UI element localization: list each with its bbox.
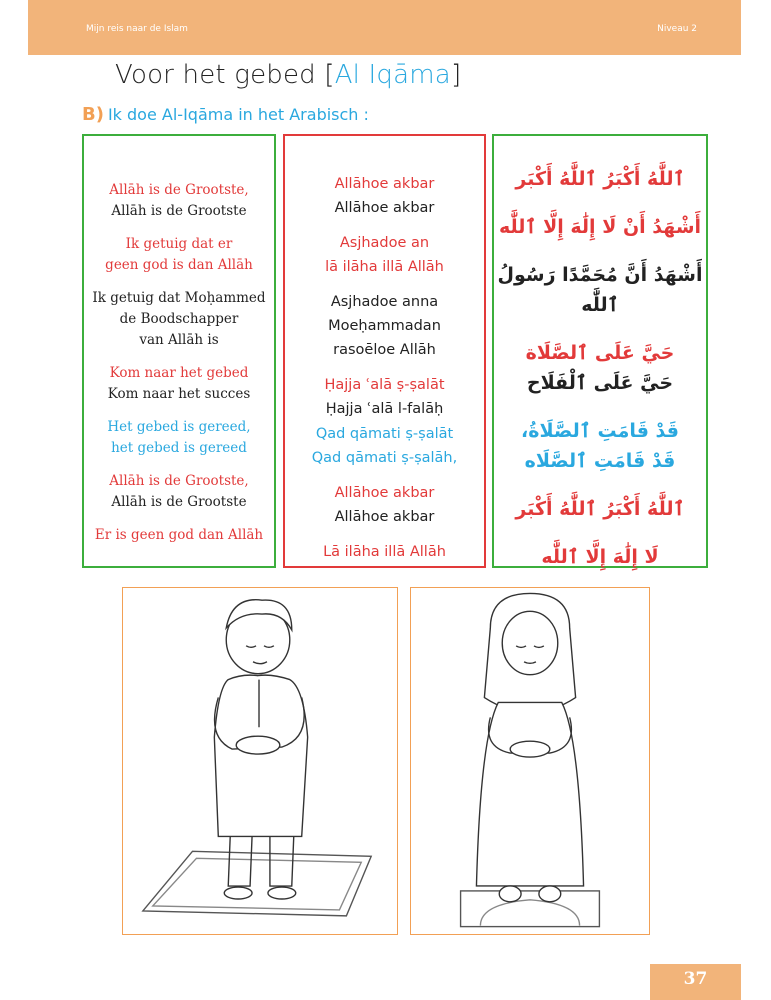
dutch-line: geen god is dan Allāh bbox=[105, 257, 253, 273]
dutch-line: het gebed is gereed bbox=[111, 440, 247, 456]
translit-group bbox=[285, 422, 484, 470]
arabic-group bbox=[494, 338, 706, 398]
title-highlight: Al Iqāma bbox=[334, 60, 451, 90]
translit-line: Asjhadoe anna bbox=[330, 294, 439, 310]
title-main: Voor het gebed [ bbox=[115, 60, 335, 90]
dutch-line: Kom naar het gebed bbox=[109, 365, 249, 381]
girl-drawing bbox=[411, 588, 649, 934]
dutch-group bbox=[84, 288, 274, 351]
dutch-line: Allāh is de Grootste bbox=[111, 203, 247, 219]
section-subtitle bbox=[82, 104, 369, 125]
translit-line: Allāhoe akbar bbox=[334, 485, 435, 501]
translit-line: Allāhoe akbar bbox=[334, 509, 435, 525]
dutch-group bbox=[84, 525, 274, 546]
arabic-line: أَشْهَدُ أَنْ لَا إِلَٰهَ إِلَّا ٱللَّٰه bbox=[498, 216, 702, 238]
dutch-box bbox=[82, 134, 276, 568]
translit-group bbox=[285, 231, 484, 279]
dutch-line: de Boodschapper bbox=[119, 311, 239, 327]
arabic-column bbox=[494, 164, 706, 590]
translit-line: Allāhoe akbar bbox=[334, 200, 435, 216]
boy-drawing bbox=[123, 588, 397, 934]
arabic-group bbox=[494, 212, 706, 242]
translit-group bbox=[285, 373, 484, 421]
translit-group bbox=[285, 481, 484, 529]
dutch-line: van Allāh is bbox=[139, 332, 219, 348]
section-letter: B) bbox=[82, 104, 104, 125]
transliteration-box bbox=[283, 134, 486, 568]
title-end: ] bbox=[450, 60, 462, 90]
translit-line: Allāhoe akbar bbox=[334, 176, 435, 192]
translit-group bbox=[285, 540, 484, 564]
translit-line: Qad qāmati ṣ-ṣalāt bbox=[315, 426, 454, 442]
arabic-group bbox=[494, 260, 706, 320]
translit-group bbox=[285, 172, 484, 220]
girl-praying-illustration bbox=[410, 587, 650, 935]
arabic-line: حَيَّ عَلَى ٱلْفَلَاح bbox=[526, 372, 674, 394]
page-header bbox=[28, 0, 741, 55]
arabic-group bbox=[494, 416, 706, 476]
arabic-line: ٱللَّٰهُ أَكْبَرُ ٱللَّٰهُ أَكْبَر bbox=[515, 498, 685, 520]
dutch-line: Er is geen god dan Allāh bbox=[94, 527, 264, 543]
dutch-group bbox=[84, 180, 274, 222]
arabic-line: أَشْهَدُ أَنَّ مُحَمَّدًا رَسُولُ ٱللَّٰه bbox=[497, 264, 703, 316]
level-label: Niveau 2 bbox=[657, 24, 697, 34]
translit-line: rasoēloe Allāh bbox=[333, 342, 436, 358]
translit-group bbox=[285, 290, 484, 362]
arabic-group bbox=[494, 164, 706, 194]
dutch-line: Ik getuig dat Moḥammed bbox=[92, 290, 266, 306]
dutch-line: Allāh is de Grootste bbox=[111, 494, 247, 510]
dutch-line: Ik getuig dat er bbox=[125, 236, 233, 252]
arabic-group bbox=[494, 494, 706, 524]
dutch-column bbox=[84, 180, 274, 558]
translit-line: Ḥajja ʿalā l-falāḥ bbox=[325, 401, 444, 417]
arabic-line: قَدْ قَامَتِ ٱلصَّلَاه bbox=[524, 450, 676, 472]
translit-line: lā ilāha illā Allāh bbox=[325, 259, 444, 275]
book-title: Mijn reis naar de Islam bbox=[86, 24, 188, 34]
arabic-line: لَا إِلَٰهَ إِلَّا ٱللَّٰه bbox=[541, 546, 659, 568]
arabic-line: حَيَّ عَلَى ٱلصَّلَاة bbox=[525, 342, 675, 364]
transliteration-column bbox=[285, 172, 484, 575]
page-title bbox=[115, 60, 461, 90]
dutch-group bbox=[84, 234, 274, 276]
translit-line: Lā ilāha illā Allāh bbox=[323, 544, 446, 560]
translit-line: Ḥajja ʿalā ṣ-ṣalāt bbox=[324, 377, 445, 393]
boy-praying-illustration bbox=[122, 587, 398, 935]
arabic-group bbox=[494, 542, 706, 572]
translit-line: Asjhadoe an bbox=[339, 235, 430, 251]
arabic-line: قَدْ قَامَتِ ٱلصَّلَاةُ، bbox=[521, 420, 679, 442]
section-text: Ik doe Al-Iqāma in het Arabisch : bbox=[107, 105, 369, 124]
arabic-line: ٱللَّٰهُ أَكْبَرُ ٱللَّٰهُ أَكْبَر bbox=[515, 168, 685, 190]
page-number: 37 bbox=[650, 964, 741, 1000]
dutch-group bbox=[84, 363, 274, 405]
dutch-line: Allāh is de Grootste, bbox=[109, 473, 249, 489]
translit-line: Moeḥammadan bbox=[328, 318, 441, 334]
dutch-group bbox=[84, 471, 274, 513]
translit-line: Qad qāmati ṣ-ṣalāh, bbox=[311, 450, 458, 466]
dutch-line: Het gebed is gereed, bbox=[107, 419, 251, 435]
arabic-box bbox=[492, 134, 708, 568]
dutch-line: Allāh is de Grootste, bbox=[109, 182, 249, 198]
dutch-line: Kom naar het succes bbox=[107, 386, 251, 402]
dutch-group bbox=[84, 417, 274, 459]
